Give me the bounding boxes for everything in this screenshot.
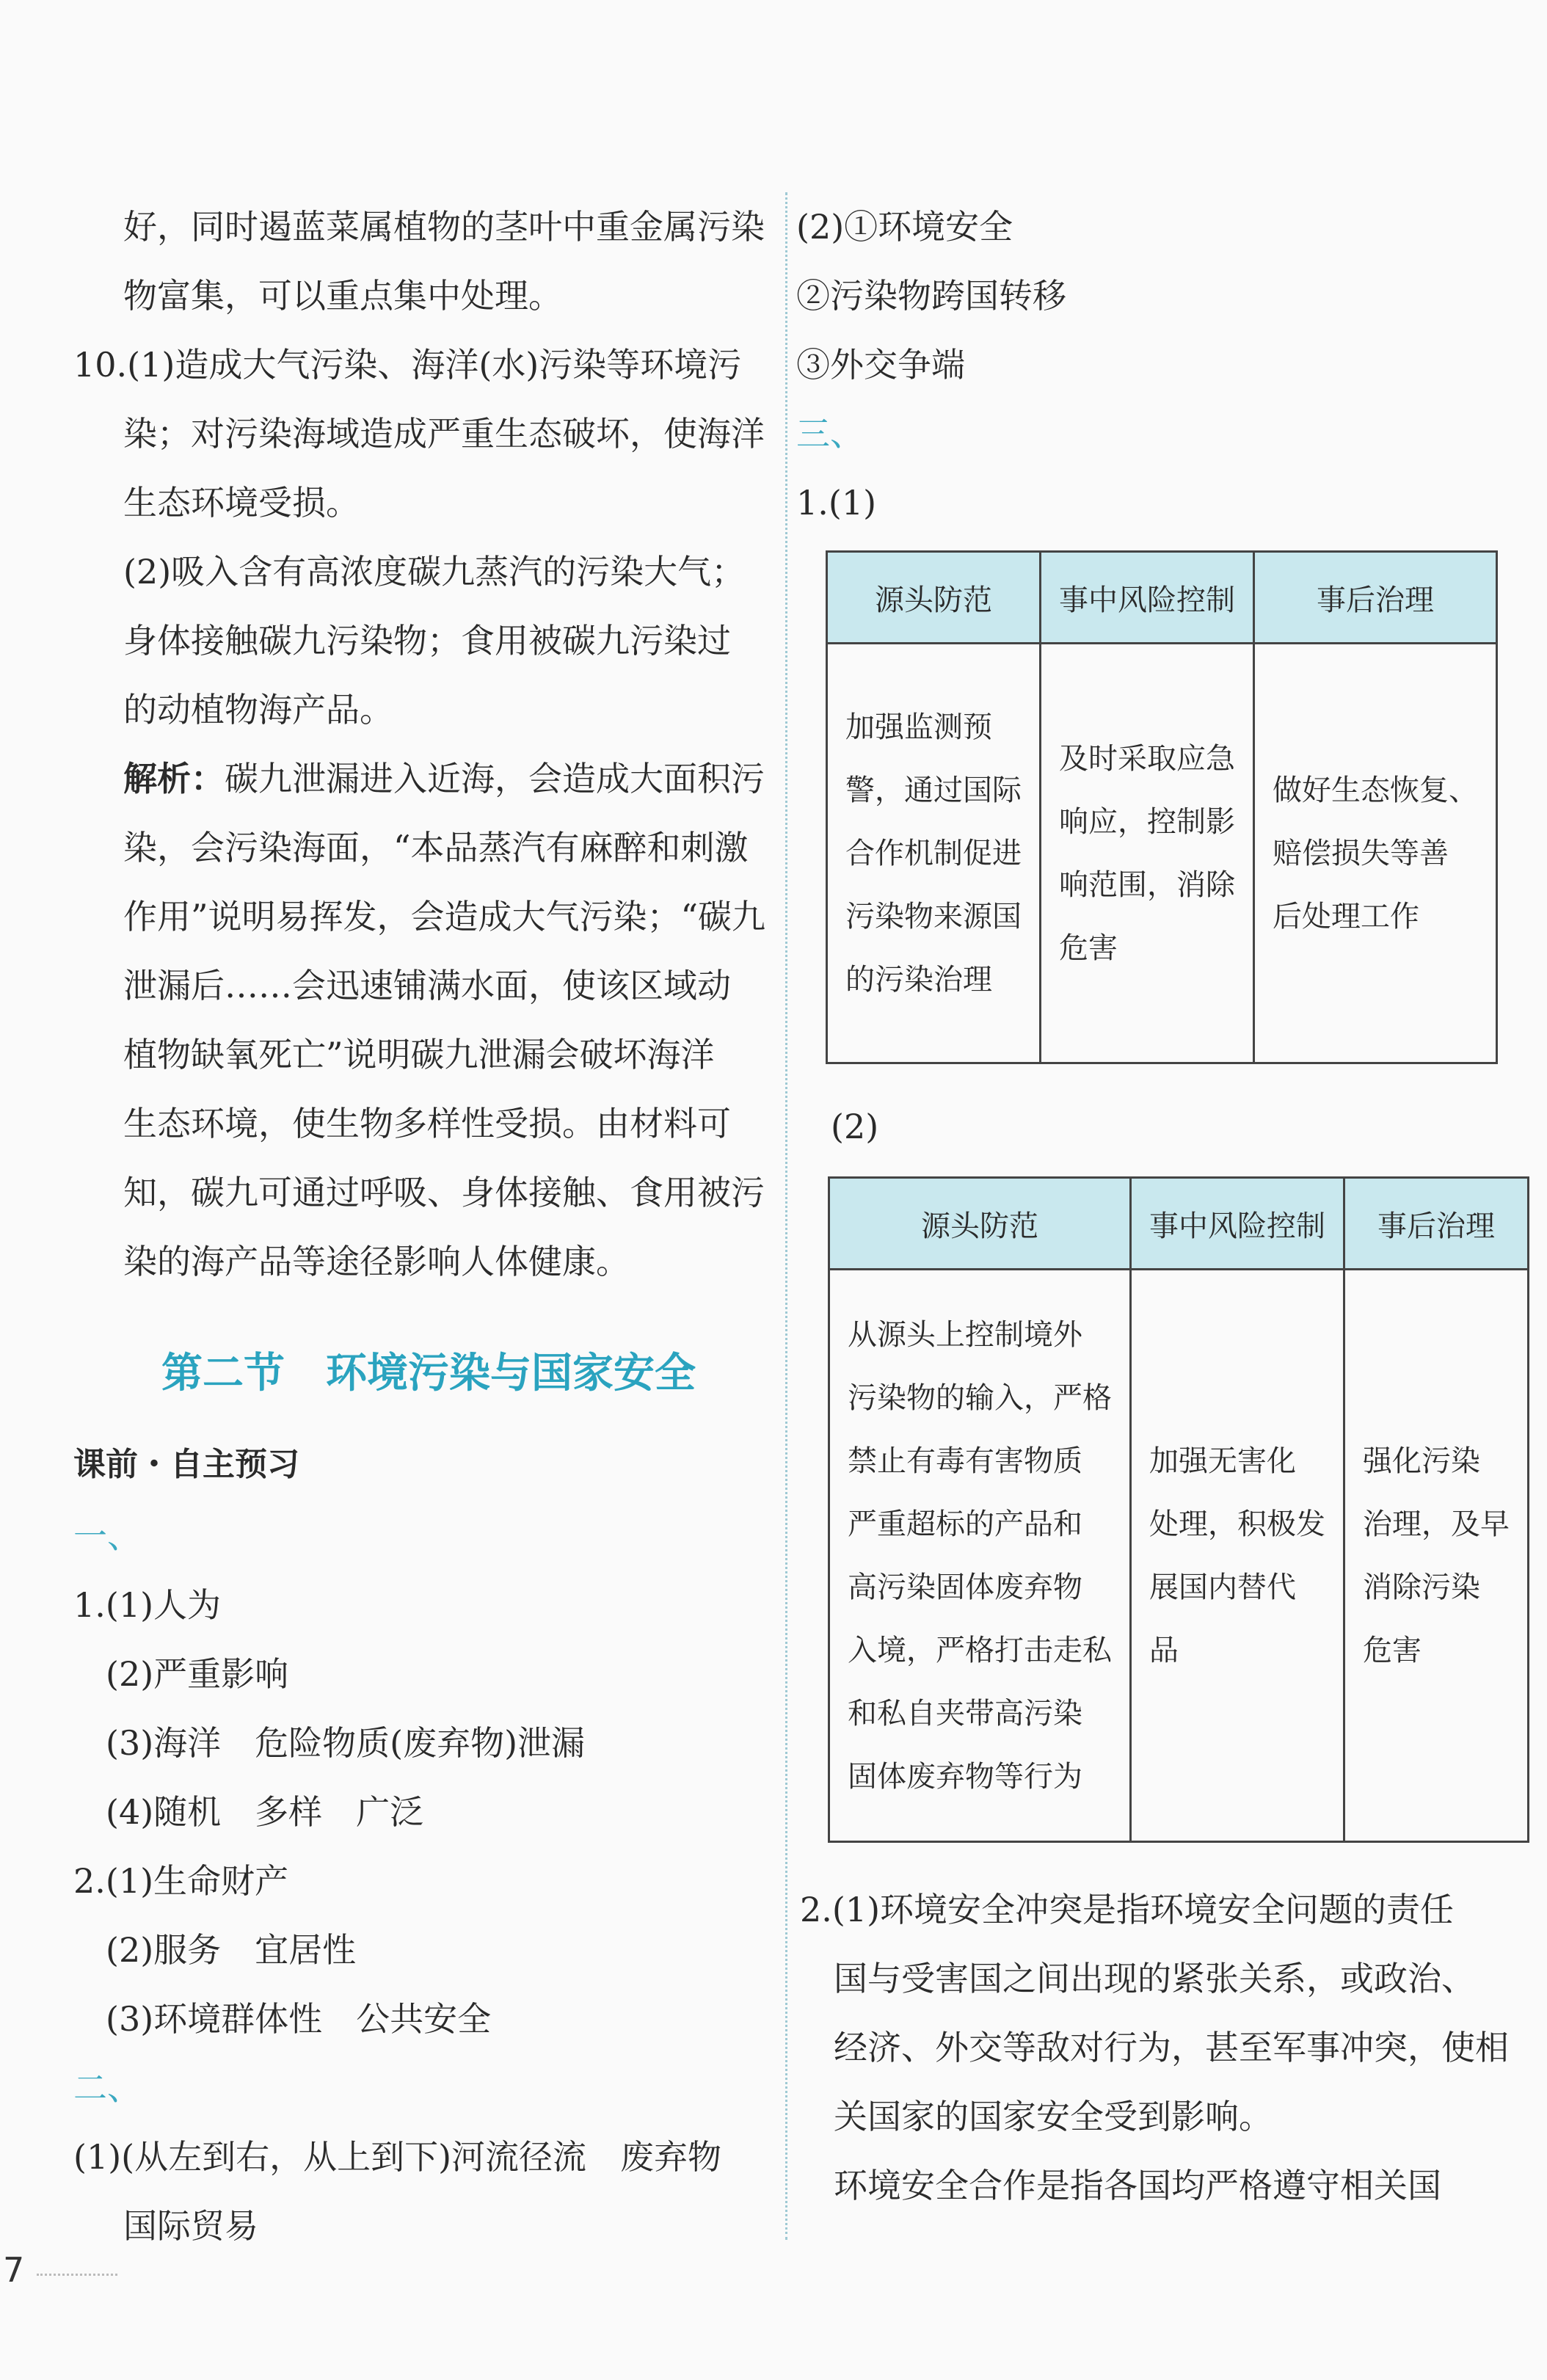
cell-line: 消除污染 bbox=[1363, 1570, 1480, 1604]
cell-line: 治理，及早 bbox=[1363, 1507, 1510, 1541]
part-label: 三、 bbox=[796, 414, 864, 454]
cell-line: 及时采取应急 bbox=[1059, 741, 1235, 776]
cell-line: 强化污染 bbox=[1363, 1444, 1480, 1478]
table-header-row bbox=[829, 1178, 1529, 1270]
text-line: 2.(1)生命财产 bbox=[73, 1861, 289, 1901]
question-10 bbox=[73, 330, 778, 1296]
text-line: 染；对污染海域造成严重生态破坏，使海洋 bbox=[123, 414, 765, 454]
cell-line: 和私自夹带高污染 bbox=[848, 1696, 1082, 1731]
table-header-cell: 事后治理 bbox=[1254, 552, 1497, 644]
answer-table-1 bbox=[826, 550, 1489, 1064]
part-label: 一、 bbox=[73, 1516, 141, 1556]
analysis-text: 碳九泄漏进入近海，会造成大面积污 bbox=[225, 759, 765, 798]
text-line: 物富集，可以重点集中处理。 bbox=[123, 276, 562, 316]
table-cell bbox=[1344, 1270, 1529, 1842]
cell-line: 严重超标的产品和 bbox=[848, 1507, 1082, 1541]
cell-line: 入境，严格打击走私 bbox=[848, 1633, 1112, 1667]
cell-line: 响应，控制影 bbox=[1059, 804, 1235, 839]
section-title: 第二节 环境污染与国家安全 bbox=[161, 1349, 696, 1397]
text-line: ③外交争端 bbox=[796, 345, 965, 385]
table-cell bbox=[829, 1270, 1131, 1842]
table-cell bbox=[1041, 644, 1254, 1063]
text-line: 好，同时遏蓝菜属植物的茎叶中重金属污染 bbox=[123, 207, 765, 247]
question-2 bbox=[800, 1875, 1509, 2220]
right-column bbox=[796, 192, 1501, 537]
text-line: 国与受害国之间出现的紧张关系，或政治、 bbox=[834, 1959, 1475, 1998]
text-line: 的动植物海产品。 bbox=[123, 690, 393, 729]
cell-line: 污染物来源国 bbox=[845, 899, 1022, 934]
text-line: 染的海产品等途径影响人体健康。 bbox=[123, 1242, 630, 1281]
cell-line: 后处理工作 bbox=[1273, 899, 1419, 934]
text-line: 国际贸易 bbox=[123, 2206, 258, 2246]
table-cell bbox=[1131, 1270, 1344, 1842]
table-header-cell: 事后治理 bbox=[1344, 1178, 1529, 1270]
analysis-first-line bbox=[73, 744, 778, 813]
cell-line: 响范围，消除 bbox=[1059, 867, 1235, 902]
table-cell bbox=[827, 644, 1041, 1063]
cell-line: 高污染固体废弃物 bbox=[848, 1570, 1082, 1604]
text-line: (3)海洋 危险物质(废弃物)泄漏 bbox=[106, 1723, 586, 1763]
answer-table-2 bbox=[828, 1176, 1510, 1843]
text-line: 环境安全合作是指各国均严格遵守相关国 bbox=[834, 2166, 1441, 2205]
cell-line: 加强无害化 bbox=[1149, 1444, 1296, 1478]
table bbox=[828, 1176, 1529, 1843]
text-line: (3)环境群体性 公共安全 bbox=[106, 1999, 492, 2039]
text-line: ②污染物跨国转移 bbox=[796, 276, 1066, 316]
text-line: (2)①环境安全 bbox=[796, 207, 1013, 247]
part-label: 二、 bbox=[73, 2068, 141, 2108]
cell-line: 品 bbox=[1149, 1633, 1179, 1667]
text-line: 2.(1)环境安全冲突是指环境安全问题的责任 bbox=[800, 1890, 1455, 1929]
cell-line: 固体废弃物等行为 bbox=[848, 1759, 1082, 1794]
text-line: 经济、外交等敌对行为，甚至军事冲突，使相 bbox=[834, 2028, 1509, 2067]
cell-line: 合作机制促进 bbox=[845, 836, 1022, 870]
page-number: 7 bbox=[3, 2250, 25, 2290]
text-line: 知，碳九可通过呼吸、身体接触、食用被污 bbox=[123, 1173, 765, 1212]
table-header-row bbox=[827, 552, 1497, 644]
text-line: 植物缺氧死亡”说明碳九泄漏会破坏海洋 bbox=[123, 1035, 715, 1074]
text-line: 生态环境受损。 bbox=[123, 483, 360, 523]
cell-line: 污染物的输入，严格 bbox=[848, 1380, 1112, 1415]
cell-line: 危害 bbox=[1363, 1633, 1422, 1667]
table-row bbox=[827, 644, 1497, 1063]
cell-line: 危害 bbox=[1059, 931, 1118, 965]
column-divider bbox=[785, 192, 787, 2240]
text-line: (2)严重影响 bbox=[106, 1654, 289, 1694]
page-number-dots bbox=[37, 2274, 117, 2276]
text-line: (2)服务 宜居性 bbox=[106, 1930, 357, 1970]
cell-line: 从源头上控制境外 bbox=[848, 1317, 1082, 1352]
left-column bbox=[73, 192, 778, 2260]
cell-line: 赔偿损失等善 bbox=[1273, 836, 1449, 870]
cell-line: 禁止有毒有害物质 bbox=[848, 1444, 1082, 1478]
text-line: (1)(从左到右，从上到下)河流径流 废弃物 bbox=[73, 2137, 722, 2177]
table-header-cell: 事中风险控制 bbox=[1041, 552, 1254, 644]
text-line: 染，会污染海面，“本品蒸汽有麻醉和刺激 bbox=[123, 828, 749, 867]
cell-line: 处理，积极发 bbox=[1149, 1507, 1325, 1541]
text-line: 作用”说明易挥发，会造成大气污染；“碳九 bbox=[123, 897, 766, 936]
analysis-label: 解析： bbox=[123, 759, 225, 798]
text-line: 泄漏后……会迅速铺满水面，使该区域动 bbox=[123, 966, 731, 1005]
text-line: 身体接触碳九污染物；食用被碳九污染过 bbox=[123, 621, 731, 660]
table-cell bbox=[1254, 644, 1497, 1063]
cell-line: 做好生态恢复、 bbox=[1273, 773, 1478, 807]
subheading: 课前・自主预习 bbox=[73, 1446, 299, 1483]
cell-line: 警，通过国际 bbox=[845, 773, 1022, 807]
text-line: 关国家的国家安全受到影响。 bbox=[834, 2097, 1273, 2136]
cell-line: 展国内替代 bbox=[1149, 1570, 1296, 1604]
text-line: 1.(1) bbox=[796, 483, 877, 523]
cell-line: 的污染治理 bbox=[845, 962, 992, 997]
text-line: (2)吸入含有高浓度碳九蒸汽的污染大气； bbox=[123, 552, 746, 592]
cell-line: 加强监测预 bbox=[845, 710, 992, 744]
table-row bbox=[829, 1270, 1529, 1842]
table-header-cell: 源头防范 bbox=[827, 552, 1041, 644]
text-line: 10.(1)造成大气污染、海洋(水)污染等环境污 bbox=[73, 345, 742, 385]
text-line: 生态环境，使生物多样性受损。由材料可 bbox=[123, 1104, 731, 1143]
text-line: (4)随机 多样 广泛 bbox=[106, 1792, 424, 1832]
table-header-cell: 源头防范 bbox=[829, 1178, 1131, 1270]
table bbox=[826, 550, 1498, 1064]
table-header-cell: 事中风险控制 bbox=[1131, 1178, 1344, 1270]
text-line: 1.(1)人为 bbox=[73, 1585, 222, 1625]
text-line: (2) bbox=[831, 1107, 879, 1146]
